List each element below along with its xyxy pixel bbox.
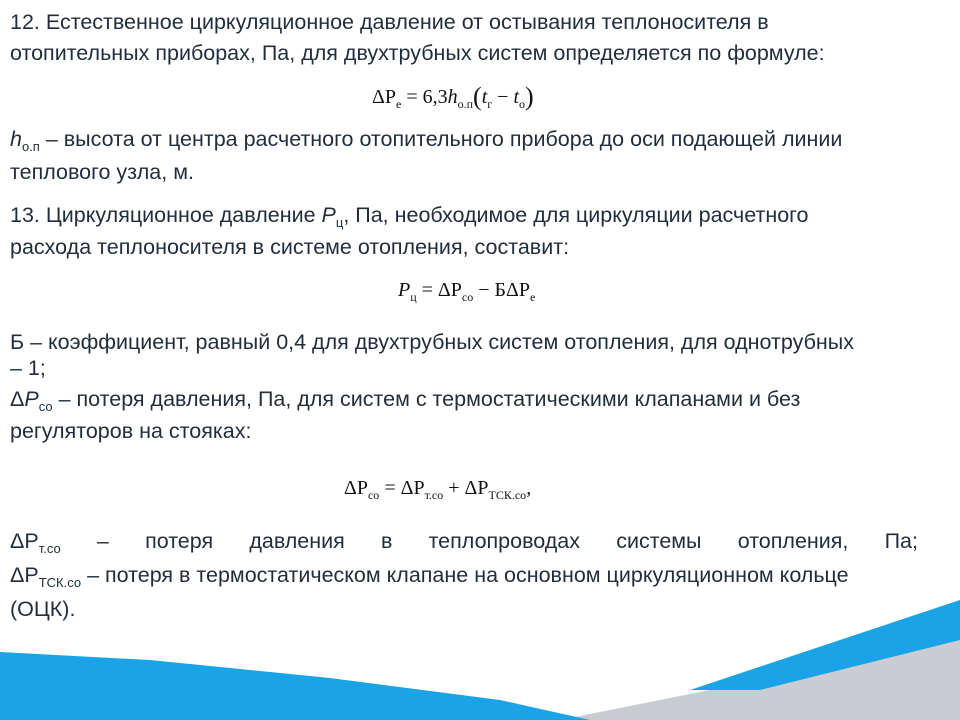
def-pt-word: – [96, 529, 109, 553]
formula3-lhs: ΔP [344, 477, 368, 499]
formula2-eq: = ΔP [416, 279, 462, 301]
def-ptsk-text: – потеря в термостатическом клапане на основном циркуляционном кольце [81, 563, 849, 587]
formula3-sub2: т.со [424, 488, 444, 502]
section-13-P-sub: ц [335, 215, 344, 230]
def-pco-P: P [24, 387, 39, 411]
def-pco-line-2: регуляторов на стояках: [10, 419, 252, 443]
section-13-line-2: расхода теплоносителя в системе отопления, составит: [10, 235, 570, 259]
def-pt-symbol: ΔP [10, 529, 39, 553]
section-12-line-2: отопительных приборах, Па, для двухтрубных систем определяется по формуле: [10, 41, 825, 65]
def-pco-P-sub: со [38, 399, 53, 414]
formula1-lhs-sub: е [395, 97, 402, 111]
def-pt-word: отопления, [737, 529, 849, 553]
swoosh-blue-band [0, 652, 590, 720]
formula2-P-sub: ц [410, 290, 417, 304]
formula1-eq-coef: = 6,3 [406, 86, 448, 108]
section-13-P: P [321, 203, 336, 227]
formula2-mid: − БΔP [473, 279, 530, 301]
formula1-open-paren: ( [473, 82, 482, 111]
def-b-line-1: Б – коэффициент, равный 0,4 для двухтрубных систем отопления, для однотрубных [10, 330, 854, 354]
section-13-text-a: 13. Циркуляционное давление [10, 203, 322, 227]
def-pco-delta: Δ [10, 387, 25, 411]
section-13-text-b: , Па, необходимое для циркуляции расчетного [343, 203, 809, 227]
def-ptsk-line-2: (ОЦК). [10, 597, 76, 621]
def-pt-word: потеря [145, 529, 214, 553]
formula2-P3-sub: е [529, 290, 536, 304]
formula1-h: h [447, 86, 458, 108]
def-pt-word: в [380, 529, 393, 553]
formula3-comma: , [526, 477, 532, 499]
formula1-close-paren: ) [525, 82, 534, 111]
def-h-symbol: h [10, 127, 22, 151]
def-h-line-2: теплового узла, м. [10, 160, 194, 184]
def-pco-text: – потеря давления, Па, для систем с термостатическими клапанами и без [52, 387, 801, 411]
formula2-P2-sub: со [461, 290, 474, 304]
formula1-minus: − [497, 86, 509, 108]
def-pt-word: системы [616, 529, 702, 553]
formula3-plus: + ΔP [443, 477, 489, 499]
formula1-h-sub: о.п [457, 97, 474, 111]
def-pt-symbol-sub: т.со [38, 541, 61, 556]
formula2-P: P [398, 279, 411, 301]
def-b-line-2: – 1; [10, 356, 46, 380]
def-h-text: – высота от центра расчетного отопительного прибора до оси подающей линии [39, 127, 843, 151]
def-pt-word: давления [249, 529, 345, 553]
def-pt-word: Па; [884, 529, 918, 553]
formula1-t2-sub: о [519, 97, 526, 111]
formula1-t1-sub: г [487, 97, 493, 111]
formula1-t2: t [513, 86, 520, 108]
def-ptsk-symbol-sub: ТСК.со [38, 575, 82, 590]
formula3-eq: = ΔP [379, 477, 425, 499]
def-ptsk-symbol: ΔP [10, 563, 39, 587]
def-h-symbol-sub: о.п [21, 139, 40, 154]
formula3-sub3: ТСК.со [488, 488, 527, 502]
formula3-lhs-sub: со [367, 488, 380, 502]
formula1-lhs: ΔP [372, 86, 396, 108]
def-pt-word: теплопроводах [428, 529, 581, 553]
section-12-line-1: 12. Естественное циркуляционное давление от остывания теплоносителя в [10, 10, 769, 34]
formula1-t1: t [481, 86, 488, 108]
